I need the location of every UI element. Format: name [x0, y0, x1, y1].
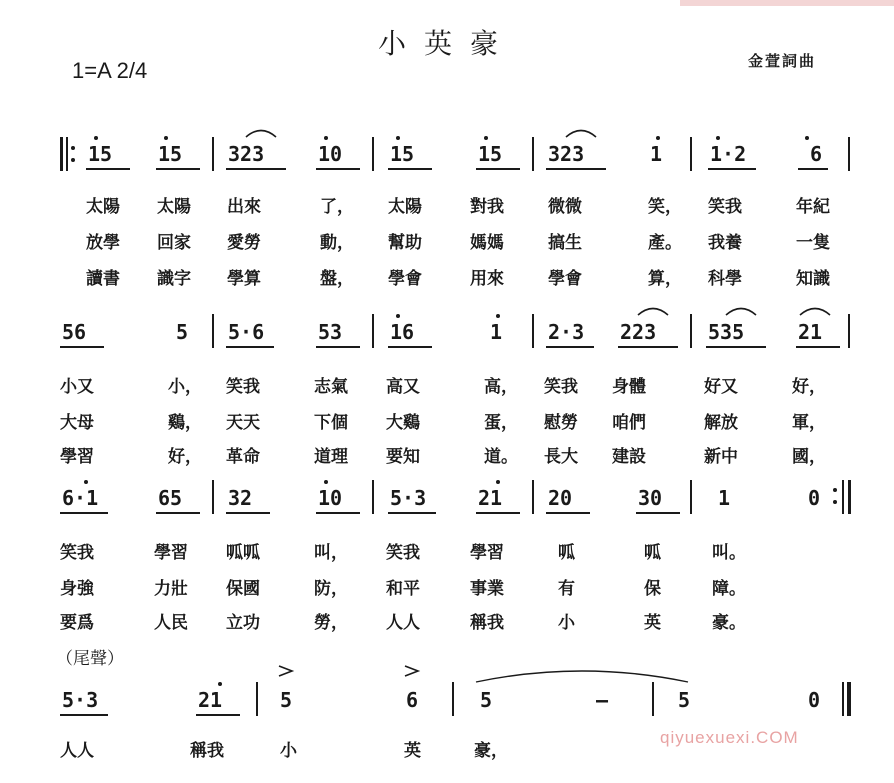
barline [372, 137, 374, 171]
beam [316, 512, 360, 514]
barline [452, 682, 454, 716]
lyric-word: 蛋， [484, 413, 518, 433]
note-group: 0 [808, 688, 821, 712]
lyric-word: 知識 [796, 269, 830, 289]
lyric-word: 太陽 [388, 197, 422, 217]
barline [256, 682, 258, 716]
lyric-word: 防， [314, 579, 348, 599]
lyric-word: 叫， [314, 543, 348, 563]
repeat-dot [71, 158, 75, 162]
octave-dot [484, 136, 488, 140]
lyric-word: 勞， [314, 613, 348, 633]
note-group: 1 [650, 142, 663, 166]
lyric-word: 身體 [612, 377, 646, 397]
beam [156, 512, 200, 514]
note-group: — [596, 688, 609, 712]
lyric-word: 年紀 [796, 197, 830, 217]
lyric-word: 小， [168, 377, 202, 397]
lyric-word: 大鷄 [386, 413, 420, 433]
beam [636, 512, 680, 514]
lyric-word: 好又 [704, 377, 738, 397]
beam [476, 168, 520, 170]
barline [532, 137, 534, 171]
note-group: 16 [390, 320, 415, 344]
slur [244, 126, 278, 138]
barline [212, 480, 214, 514]
lyric-word: 我養 [708, 233, 742, 253]
beam [546, 346, 594, 348]
top-color-strip [680, 0, 894, 6]
lyric-word: 媽媽 [470, 233, 504, 253]
barline [372, 314, 374, 348]
lyric-word: 出來 [227, 197, 261, 217]
lyric-word: 稱我 [190, 741, 224, 761]
repeat-start-bar [60, 137, 63, 171]
octave-dot [716, 136, 720, 140]
barline [372, 480, 374, 514]
octave-dot [656, 136, 660, 140]
beam [60, 346, 104, 348]
lyric-word: 志氣 [314, 377, 348, 397]
beam [546, 168, 606, 170]
lyric-word: 幫助 [388, 233, 422, 253]
lyric-word: 微微 [548, 197, 582, 217]
note-group: 5·6 [228, 320, 265, 344]
lyric-word: 人人 [60, 741, 94, 761]
lyric-word: 下個 [314, 413, 348, 433]
lyric-word: 英 [404, 741, 421, 761]
note-group: 15 [478, 142, 503, 166]
lyric-word: 道。 [484, 447, 518, 467]
lyric-word: 呱呱 [226, 543, 260, 563]
beam [226, 512, 270, 514]
beam [476, 512, 520, 514]
lyric-word: 軍， [792, 413, 826, 433]
lyric-word: 學會 [388, 269, 422, 289]
lyric-word: 讀書 [86, 269, 120, 289]
lyric-word: 笑我 [386, 543, 420, 563]
lyric-word: 好， [168, 447, 202, 467]
note-group: 0 [808, 486, 821, 510]
lyric-word: 咱們 [612, 413, 646, 433]
note-group: 21 [798, 320, 823, 344]
lyric-word: 學會 [548, 269, 582, 289]
final-bar [847, 682, 851, 716]
lyric-word: 和平 [386, 579, 420, 599]
lyric-word: 稱我 [470, 613, 504, 633]
lyric-word: 高， [484, 377, 518, 397]
lyric-word: 笑我 [226, 377, 260, 397]
beam [226, 346, 274, 348]
note-group: 20 [548, 486, 573, 510]
note-group: 5 [480, 688, 493, 712]
beam [708, 168, 756, 170]
lyric-word: 建設 [612, 447, 646, 467]
lyric-word: 豪， [474, 741, 508, 761]
accent-mark [402, 664, 422, 678]
note-group: 1·2 [710, 142, 747, 166]
lyric-word: 對我 [470, 197, 504, 217]
barline [690, 480, 692, 514]
barline [848, 314, 850, 348]
lyric-word: 學習 [470, 543, 504, 563]
lyric-word: 盤， [320, 269, 354, 289]
lyric-word: 呱 [644, 543, 661, 563]
octave-dot [496, 314, 500, 318]
note-group: 5 [678, 688, 691, 712]
lyric-word: 人民 [154, 613, 188, 633]
lyric-word: 小 [558, 613, 575, 633]
lyric-word: 道理 [314, 447, 348, 467]
octave-dot [218, 682, 222, 686]
lyric-word: 了， [320, 197, 354, 217]
note-group: 10 [318, 142, 343, 166]
lyric-word: 豪。 [712, 613, 746, 633]
octave-dot [164, 136, 168, 140]
barline [842, 480, 844, 514]
lyric-word: 笑， [648, 197, 682, 217]
barline [212, 314, 214, 348]
note-group: 1 [490, 320, 503, 344]
beam [156, 168, 200, 170]
note-group: 10 [318, 486, 343, 510]
beam [316, 168, 360, 170]
note-group: 32 [228, 486, 253, 510]
repeat-end-bar [848, 480, 851, 514]
lyric-word: 長大 [544, 447, 578, 467]
lyric-word: 高又 [386, 377, 420, 397]
barline [842, 682, 844, 716]
note-group: 65 [158, 486, 183, 510]
lyric-word: 叫。 [712, 543, 746, 563]
lyric-word: 障。 [712, 579, 746, 599]
octave-dot [84, 480, 88, 484]
tie [472, 666, 692, 684]
barline [66, 137, 68, 171]
lyric-word: 好， [792, 377, 826, 397]
lyric-word: 慰勞 [544, 413, 578, 433]
lyric-word: 力壯 [154, 579, 188, 599]
lyric-word: 小 [280, 741, 297, 761]
barline [848, 137, 850, 171]
slur [636, 304, 670, 316]
lyric-word: 人人 [386, 613, 420, 633]
note-group: 30 [638, 486, 663, 510]
lyric-word: 天天 [226, 413, 260, 433]
octave-dot [496, 480, 500, 484]
accent-mark [276, 664, 296, 678]
note-group: 6 [406, 688, 419, 712]
lyric-word: 搞生 [548, 233, 582, 253]
key-signature: 1=A 2/4 [72, 58, 148, 83]
lyric-word: 呱 [558, 543, 575, 563]
lyric-word: 學習 [60, 447, 94, 467]
lyric-word: 回家 [157, 233, 191, 253]
note-group: 5·3 [390, 486, 427, 510]
lyric-word: 一隻 [796, 233, 830, 253]
barline [690, 137, 692, 171]
lyric-word: 要知 [386, 447, 420, 467]
beam [60, 714, 108, 716]
lyric-word: 身強 [60, 579, 94, 599]
note-group: 323 [228, 142, 265, 166]
note-group: 2·3 [548, 320, 585, 344]
beam [388, 346, 432, 348]
composer-credit: 金萱詞曲 [748, 52, 817, 70]
lyric-word: 有 [558, 579, 575, 599]
beam [388, 168, 432, 170]
octave-dot [324, 136, 328, 140]
note-group: 535 [708, 320, 745, 344]
slur [564, 126, 598, 138]
beam [226, 168, 286, 170]
lyric-word: 小又 [60, 377, 94, 397]
note-group: 5 [176, 320, 189, 344]
note-group: 15 [158, 142, 183, 166]
note-group: 5 [280, 688, 293, 712]
note-group: 5·3 [62, 688, 99, 712]
octave-dot [805, 136, 809, 140]
note-group: 223 [620, 320, 657, 344]
lyric-word: 笑我 [60, 543, 94, 563]
octave-dot [324, 480, 328, 484]
beam [86, 168, 130, 170]
note-group: 6·1 [62, 486, 99, 510]
repeat-dot [833, 500, 837, 504]
watermark: qiyuexuexi.COM [660, 728, 799, 747]
octave-dot [396, 314, 400, 318]
lyric-word: 革命 [226, 447, 260, 467]
slur [798, 304, 832, 316]
beam [796, 346, 840, 348]
lyric-word: 算， [648, 269, 682, 289]
note-group: 323 [548, 142, 585, 166]
song-title: 小英豪 [377, 27, 516, 60]
lyric-word: 立功 [226, 613, 260, 633]
lyric-word: 科學 [708, 269, 742, 289]
note-group: 21 [198, 688, 223, 712]
lyric-word: 太陽 [157, 197, 191, 217]
lyric-word: 要爲 [60, 613, 94, 633]
repeat-dot [71, 146, 75, 150]
beam [546, 512, 590, 514]
lyric-word: 大母 [60, 413, 94, 433]
lyric-word: 事業 [470, 579, 504, 599]
lyric-word: 英 [644, 613, 661, 633]
lyric-word: 學習 [154, 543, 188, 563]
beam [196, 714, 240, 716]
lyric-word: 產。 [648, 233, 682, 253]
lyric-word: 保 [644, 579, 661, 599]
lyric-word: 學算 [227, 269, 261, 289]
octave-dot [396, 136, 400, 140]
lyric-word: 放學 [86, 233, 120, 253]
note-group: 21 [478, 486, 503, 510]
lyric-word: 動， [320, 233, 354, 253]
barline [690, 314, 692, 348]
lyric-word: 識字 [157, 269, 191, 289]
octave-dot [94, 136, 98, 140]
barline [212, 137, 214, 171]
beam [618, 346, 678, 348]
barline [532, 480, 534, 514]
beam [798, 168, 828, 170]
beam [316, 346, 360, 348]
lyric-word: 愛勞 [227, 233, 261, 253]
lyric-word: 用來 [470, 269, 504, 289]
note-group: 15 [88, 142, 113, 166]
beam [60, 512, 108, 514]
note-group: 1 [718, 486, 731, 510]
lyric-word: 國， [792, 447, 826, 467]
note-group: 53 [318, 320, 343, 344]
note-group: 15 [390, 142, 415, 166]
coda-label: （尾聲） [56, 649, 124, 669]
lyric-word: 鷄， [168, 413, 202, 433]
note-group: 56 [62, 320, 87, 344]
lyric-word: 解放 [704, 413, 738, 433]
lyric-word: 新中 [704, 447, 738, 467]
barline [532, 314, 534, 348]
lyric-word: 太陽 [86, 197, 120, 217]
beam [388, 512, 436, 514]
repeat-dot [833, 488, 837, 492]
barline [652, 682, 654, 716]
note-group: 6 [810, 142, 823, 166]
lyric-word: 笑我 [544, 377, 578, 397]
beam [706, 346, 766, 348]
lyric-word: 保國 [226, 579, 260, 599]
slur [724, 304, 758, 316]
lyric-word: 笑我 [708, 197, 742, 217]
